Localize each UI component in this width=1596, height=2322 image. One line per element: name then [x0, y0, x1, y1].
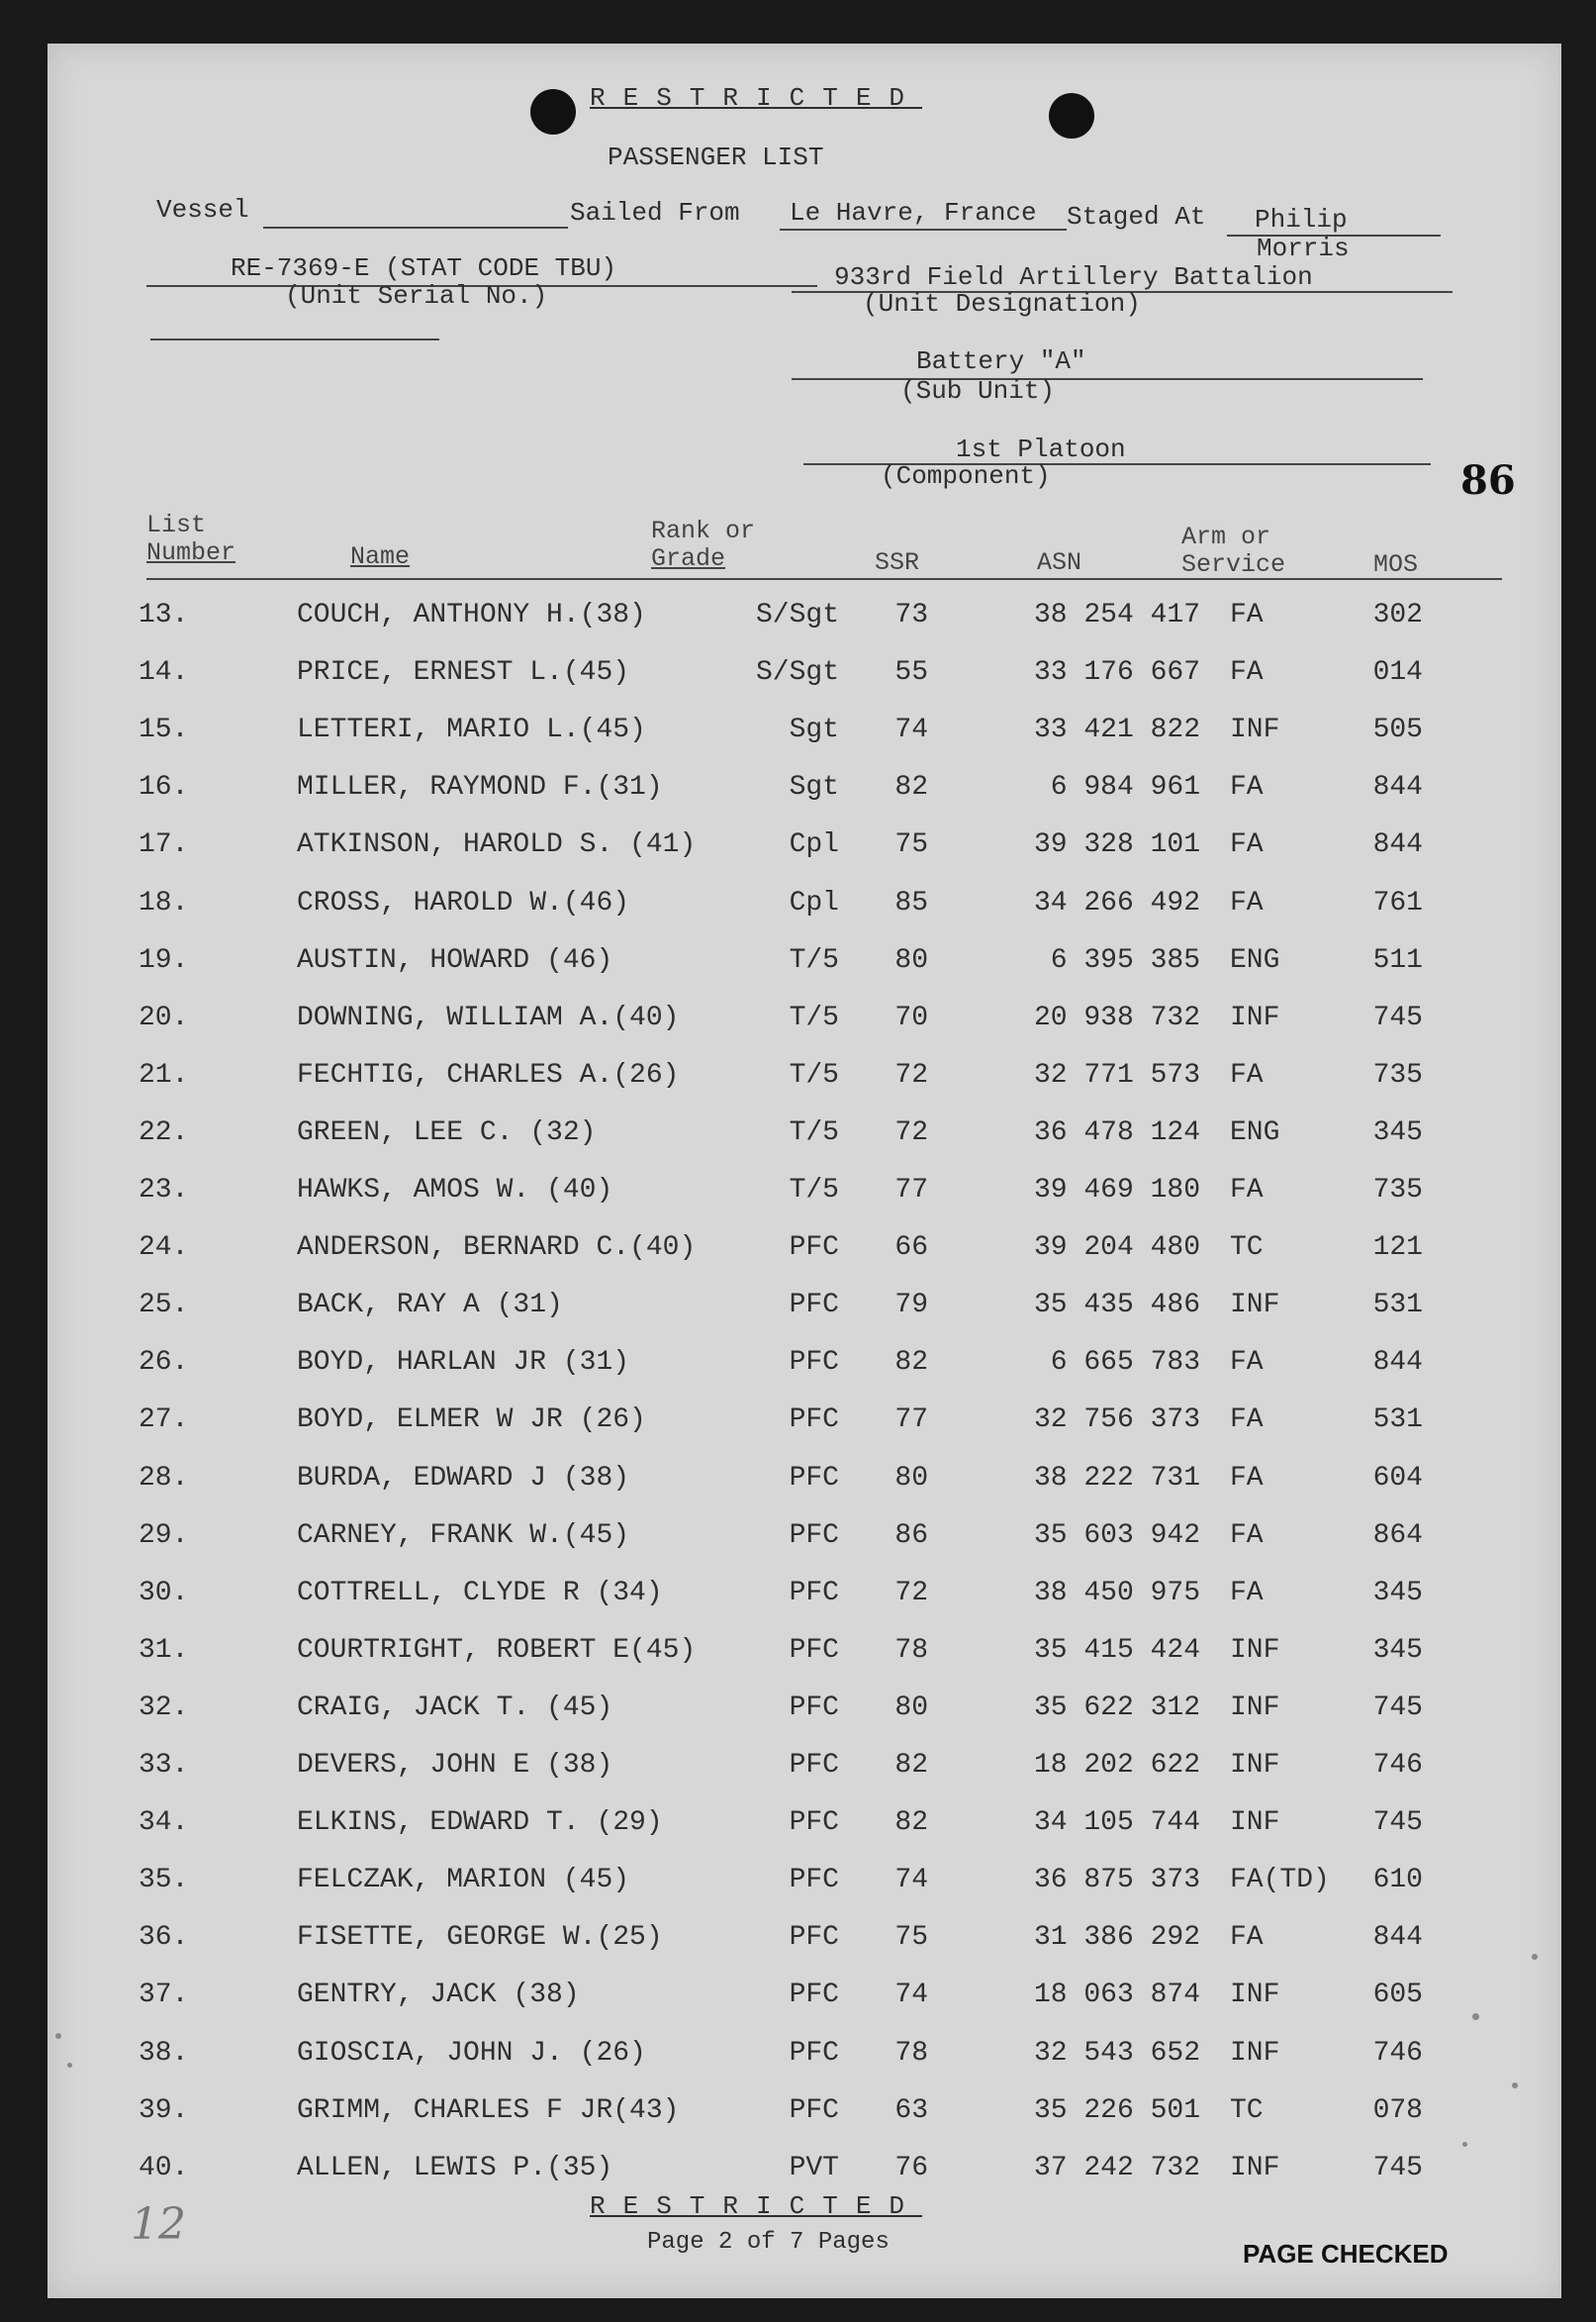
paper-speck	[1532, 1954, 1538, 1960]
row-list-number: 37.	[139, 1980, 189, 2011]
row-grade: PFC	[789, 1347, 839, 1379]
row-grade: T/5	[789, 1002, 839, 1033]
handwritten-mark: 12	[131, 2199, 186, 2250]
row-name: ELKINS, EDWARD T. (29)	[297, 1807, 663, 1839]
row-name: GIOSCIA, JOHN J. (26)	[297, 2037, 646, 2069]
table-row	[47, 1578, 1561, 1629]
table-row	[47, 1750, 1561, 1801]
row-name: AUSTIN, HOWARD (46)	[297, 944, 613, 976]
row-grade: PFC	[789, 1750, 839, 1781]
row-mos: 531	[1372, 1290, 1423, 1321]
row-list-number: 13.	[139, 600, 189, 630]
row-asn: 36 875 373	[1033, 1865, 1200, 1896]
row-name: HAWKS, AMOS W. (40)	[297, 1175, 613, 1206]
row-grade: PFC	[789, 1290, 839, 1321]
row-list-number: 15.	[139, 715, 189, 746]
row-arm-service: INF	[1230, 1692, 1280, 1723]
row-asn: 36 478 124	[1033, 1116, 1200, 1148]
row-ssr: 78	[894, 2037, 928, 2069]
row-name: ALLEN, LEWIS P.(35)	[297, 2152, 613, 2183]
row-mos: 761	[1372, 887, 1423, 919]
row-list-number: 22.	[139, 1116, 189, 1148]
row-mos: 844	[1372, 1922, 1423, 1954]
restricted-header: RESTRICTED	[590, 83, 923, 113]
page-checked-stamp: PAGE CHECKED	[1243, 2239, 1449, 2269]
row-list-number: 14.	[139, 657, 189, 689]
row-name: GRIMM, CHARLES F JR(43)	[297, 2094, 680, 2126]
paper-speck	[1472, 2013, 1479, 2020]
row-asn: 6 395 385	[1050, 944, 1200, 976]
row-grade: PFC	[789, 1404, 839, 1436]
table-row	[47, 1232, 1561, 1284]
row-arm-service: FA	[1230, 1577, 1264, 1608]
row-list-number: 40.	[139, 2152, 189, 2183]
row-ssr: 74	[894, 1865, 928, 1896]
row-ssr: 76	[894, 2152, 928, 2183]
row-asn: 33 421 822	[1033, 715, 1200, 746]
row-arm-service: INF	[1230, 1002, 1280, 1033]
row-list-number: 34.	[139, 1807, 189, 1839]
page-stamp-number: 86	[1460, 457, 1516, 504]
row-list-number: 19.	[139, 944, 189, 976]
staged-at-value: Philip	[1255, 205, 1348, 235]
row-mos: 345	[1372, 1634, 1423, 1666]
row-grade: PFC	[789, 2094, 839, 2126]
row-mos: 745	[1372, 1807, 1423, 1839]
table-row	[47, 1463, 1561, 1514]
row-asn: 35 435 486	[1033, 1290, 1200, 1321]
row-ssr: 82	[894, 772, 928, 804]
col-list-number-line2: Number	[146, 538, 236, 567]
row-mos: 121	[1372, 1232, 1423, 1264]
row-name: COTTRELL, CLYDE R (34)	[297, 1577, 663, 1608]
row-asn: 38 254 417	[1033, 600, 1200, 630]
row-name: DOWNING, WILLIAM A.(40)	[297, 1002, 680, 1033]
header-rule	[146, 578, 1502, 580]
col-arm-line1: Arm or	[1181, 523, 1271, 551]
row-mos: 610	[1372, 1865, 1423, 1896]
table-row	[47, 600, 1561, 651]
row-name: MILLER, RAYMOND F.(31)	[297, 772, 663, 804]
row-list-number: 31.	[139, 1634, 189, 1666]
row-arm-service: FA	[1230, 1347, 1264, 1379]
row-name: ATKINSON, HAROLD S. (41)	[297, 829, 697, 861]
row-asn: 32 771 573	[1033, 1059, 1200, 1091]
row-grade: PFC	[789, 1692, 839, 1723]
row-name: GREEN, LEE C. (32)	[297, 1116, 597, 1148]
row-ssr: 80	[894, 944, 928, 976]
row-arm-service: FA	[1230, 829, 1264, 861]
row-grade: Sgt	[789, 715, 839, 746]
row-asn: 32 756 373	[1033, 1404, 1200, 1436]
row-ssr: 72	[894, 1116, 928, 1148]
row-mos: 302	[1372, 600, 1423, 630]
row-asn: 18 063 874	[1033, 1980, 1200, 2011]
row-asn: 6 665 783	[1050, 1347, 1200, 1379]
row-ssr: 79	[894, 1290, 928, 1321]
row-ssr: 73	[894, 600, 928, 630]
row-ssr: 72	[894, 1577, 928, 1608]
row-grade: PVT	[789, 2152, 839, 2183]
row-mos: 745	[1372, 2152, 1423, 2183]
row-mos: 345	[1372, 1116, 1423, 1148]
row-mos: 604	[1372, 1462, 1423, 1494]
row-list-number: 29.	[139, 1519, 189, 1551]
table-row	[47, 1290, 1561, 1341]
row-name: COURTRIGHT, ROBERT E(45)	[297, 1634, 697, 1666]
row-mos: 511	[1372, 944, 1423, 976]
row-list-number: 27.	[139, 1404, 189, 1436]
row-grade: T/5	[789, 1116, 839, 1148]
paper-speck	[55, 2033, 61, 2039]
restricted-footer: RESTRICTED	[590, 2191, 923, 2221]
row-arm-service: INF	[1230, 1750, 1280, 1781]
row-mos: 864	[1372, 1519, 1423, 1551]
row-asn: 38 222 731	[1033, 1462, 1200, 1494]
staged-at-label: Staged At	[1067, 202, 1206, 232]
row-ssr: 82	[894, 1347, 928, 1379]
table-row	[47, 1980, 1561, 2031]
row-ssr: 80	[894, 1692, 928, 1723]
table-row	[47, 1635, 1561, 1687]
table-row	[47, 1807, 1561, 1859]
row-arm-service: FA(TD)	[1230, 1865, 1330, 1896]
row-ssr: 77	[894, 1404, 928, 1436]
row-grade: PFC	[789, 1519, 839, 1551]
row-grade: PFC	[789, 1807, 839, 1839]
table-row	[47, 2038, 1561, 2089]
row-ssr: 74	[894, 1980, 928, 2011]
row-grade: Cpl	[789, 887, 839, 919]
row-list-number: 30.	[139, 1577, 189, 1608]
row-arm-service: FA	[1230, 1922, 1264, 1954]
row-mos: 844	[1372, 829, 1423, 861]
blank-underline	[150, 339, 439, 340]
row-name: BACK, RAY A (31)	[297, 1290, 563, 1321]
row-mos: 078	[1372, 2094, 1423, 2126]
punch-hole-left	[530, 89, 576, 135]
row-name: FECHTIG, CHARLES A.(26)	[297, 1059, 680, 1091]
row-arm-service: INF	[1230, 1980, 1280, 2011]
row-name: BOYD, HARLAN JR (31)	[297, 1347, 630, 1379]
row-name: BOYD, ELMER W JR (26)	[297, 1404, 646, 1436]
row-mos: 735	[1372, 1175, 1423, 1206]
row-arm-service: FA	[1230, 600, 1264, 630]
table-row	[47, 1175, 1561, 1226]
col-list-number-line1: List	[146, 511, 207, 539]
row-asn: 37 242 732	[1033, 2152, 1200, 2183]
sub-unit-caption: (Sub Unit)	[900, 376, 1056, 406]
row-list-number: 36.	[139, 1922, 189, 1954]
row-mos: 531	[1372, 1404, 1423, 1436]
row-arm-service: FA	[1230, 887, 1264, 919]
row-grade: T/5	[789, 944, 839, 976]
row-name: GENTRY, JACK (38)	[297, 1980, 580, 2011]
row-list-number: 16.	[139, 772, 189, 804]
row-arm-service: FA	[1230, 1175, 1264, 1206]
row-mos: 844	[1372, 772, 1423, 804]
row-asn: 18 202 622	[1033, 1750, 1200, 1781]
table-row	[47, 772, 1561, 823]
col-grade-line1: Rank or	[651, 517, 756, 545]
row-list-number: 25.	[139, 1290, 189, 1321]
row-arm-service: INF	[1230, 1807, 1280, 1839]
page-count: Page 2 of 7 Pages	[647, 2229, 890, 2256]
row-grade: PFC	[789, 1232, 839, 1264]
row-arm-service: FA	[1230, 1059, 1264, 1091]
row-mos: 345	[1372, 1577, 1423, 1608]
row-asn: 6 984 961	[1050, 772, 1200, 804]
component-caption: (Component)	[881, 461, 1051, 491]
row-asn: 39 328 101	[1033, 829, 1200, 861]
unit-designation-caption: (Unit Designation)	[863, 289, 1141, 319]
row-list-number: 28.	[139, 1462, 189, 1494]
unit-serial-caption: (Unit Serial No.)	[285, 281, 548, 311]
col-ssr: SSR	[875, 548, 920, 577]
row-list-number: 20.	[139, 1002, 189, 1033]
row-arm-service: TC	[1230, 2094, 1264, 2126]
table-row	[47, 1520, 1561, 1572]
row-list-number: 24.	[139, 1232, 189, 1264]
row-grade: PFC	[789, 1634, 839, 1666]
row-grade: PFC	[789, 1980, 839, 2011]
row-ssr: 82	[894, 1807, 928, 1839]
row-asn: 35 603 942	[1033, 1519, 1200, 1551]
row-grade: S/Sgt	[755, 657, 839, 689]
table-row	[47, 1003, 1561, 1054]
table-row	[47, 1404, 1561, 1456]
row-name: CRAIG, JACK T. (45)	[297, 1692, 613, 1723]
table-row	[47, 945, 1561, 997]
row-mos: 746	[1372, 1750, 1423, 1781]
document-subtitle: PASSENGER LIST	[608, 143, 824, 172]
paper-speck	[1512, 2082, 1518, 2088]
row-ssr: 74	[894, 715, 928, 746]
row-name: CROSS, HAROLD W.(46)	[297, 887, 630, 919]
row-asn: 32 543 652	[1033, 2037, 1200, 2069]
row-name: COUCH, ANTHONY H.(38)	[297, 600, 646, 630]
component-value: 1st Platoon	[956, 435, 1126, 464]
table-row	[47, 1117, 1561, 1169]
row-arm-service: INF	[1230, 1634, 1280, 1666]
row-mos: 746	[1372, 2037, 1423, 2069]
paper-speck	[67, 2063, 72, 2068]
row-list-number: 35.	[139, 1865, 189, 1896]
col-arm-line2: Service	[1181, 550, 1286, 579]
table-row	[47, 1347, 1561, 1399]
sailed-from-underline	[780, 229, 1067, 231]
row-asn: 33 176 667	[1033, 657, 1200, 689]
row-arm-service: FA	[1230, 1519, 1264, 1551]
col-name: Name	[350, 542, 411, 571]
row-name: LETTERI, MARIO L.(45)	[297, 715, 646, 746]
row-asn: 39 469 180	[1033, 1175, 1200, 1206]
row-list-number: 23.	[139, 1175, 189, 1206]
row-ssr: 80	[894, 1462, 928, 1494]
row-mos: 735	[1372, 1059, 1423, 1091]
row-mos: 745	[1372, 1692, 1423, 1723]
row-list-number: 17.	[139, 829, 189, 861]
row-ssr: 70	[894, 1002, 928, 1033]
row-list-number: 33.	[139, 1750, 189, 1781]
row-ssr: 78	[894, 1634, 928, 1666]
row-arm-service: FA	[1230, 772, 1264, 804]
table-row	[47, 2095, 1561, 2147]
row-grade: Cpl	[789, 829, 839, 861]
row-name: DEVERS, JOHN E (38)	[297, 1750, 613, 1781]
row-mos: 014	[1372, 657, 1423, 689]
punch-hole-right	[1049, 93, 1094, 139]
row-mos: 505	[1372, 715, 1423, 746]
row-arm-service: FA	[1230, 1462, 1264, 1494]
row-grade: T/5	[789, 1175, 839, 1206]
sub-unit-value: Battery "A"	[916, 346, 1086, 376]
row-grade: PFC	[789, 1577, 839, 1608]
row-list-number: 18.	[139, 887, 189, 919]
row-ssr: 72	[894, 1059, 928, 1091]
row-grade: PFC	[789, 1922, 839, 1954]
row-asn: 35 415 424	[1033, 1634, 1200, 1666]
unit-designation-value: 933rd Field Artillery Battalion	[834, 262, 1313, 292]
row-name: CARNEY, FRANK W.(45)	[297, 1519, 630, 1551]
row-name: FELCZAK, MARION (45)	[297, 1865, 630, 1896]
row-arm-service: INF	[1230, 2037, 1280, 2069]
table-row	[47, 1060, 1561, 1112]
row-mos: 605	[1372, 1980, 1423, 2011]
vessel-underline	[263, 227, 568, 229]
row-arm-service: INF	[1230, 1290, 1280, 1321]
row-list-number: 39.	[139, 2094, 189, 2126]
row-name: ANDERSON, BERNARD C.(40)	[297, 1232, 697, 1264]
row-asn: 31 386 292	[1033, 1922, 1200, 1954]
table-row	[47, 888, 1561, 939]
row-grade: PFC	[789, 1462, 839, 1494]
row-mos: 745	[1372, 1002, 1423, 1033]
table-row	[47, 1693, 1561, 1744]
row-ssr: 85	[894, 887, 928, 919]
table-row	[47, 1865, 1561, 1916]
table-row	[47, 1922, 1561, 1974]
row-asn: 38 450 975	[1033, 1577, 1200, 1608]
row-list-number: 26.	[139, 1347, 189, 1379]
row-asn: 35 622 312	[1033, 1692, 1200, 1723]
sailed-from-label: Sailed From	[570, 198, 740, 228]
row-ssr: 66	[894, 1232, 928, 1264]
row-ssr: 86	[894, 1519, 928, 1551]
row-grade: T/5	[789, 1059, 839, 1091]
table-row	[47, 715, 1561, 766]
row-name: PRICE, ERNEST L.(45)	[297, 657, 630, 689]
vessel-label: Vessel	[156, 195, 249, 225]
row-arm-service: INF	[1230, 715, 1280, 746]
col-mos: MOS	[1373, 550, 1419, 579]
row-arm-service: TC	[1230, 1232, 1264, 1264]
row-arm-service: FA	[1230, 657, 1264, 689]
row-grade: S/Sgt	[755, 600, 839, 630]
row-ssr: 63	[894, 2094, 928, 2126]
row-ssr: 55	[894, 657, 928, 689]
paper-speck	[1462, 2142, 1467, 2147]
row-list-number: 38.	[139, 2037, 189, 2069]
staged-at-value-2: Morris	[1257, 234, 1350, 263]
row-list-number: 21.	[139, 1059, 189, 1091]
row-asn: 34 105 744	[1033, 1807, 1200, 1839]
row-list-number: 32.	[139, 1692, 189, 1723]
row-arm-service: ENG	[1230, 944, 1280, 976]
row-grade: PFC	[789, 2037, 839, 2069]
unit-serial-value: RE-7369-E (STAT CODE TBU)	[231, 253, 617, 283]
col-grade-line2: Grade	[651, 544, 726, 573]
row-asn: 34 266 492	[1033, 887, 1200, 919]
sailed-from-value: Le Havre, France	[790, 198, 1037, 228]
row-asn: 39 204 480	[1033, 1232, 1200, 1264]
row-arm-service: FA	[1230, 1404, 1264, 1436]
row-grade: PFC	[789, 1865, 839, 1896]
row-asn: 35 226 501	[1033, 2094, 1200, 2126]
row-arm-service: ENG	[1230, 1116, 1280, 1148]
table-row	[47, 657, 1561, 709]
row-arm-service: INF	[1230, 2152, 1280, 2183]
row-ssr: 77	[894, 1175, 928, 1206]
document-page	[47, 44, 1561, 2298]
row-mos: 844	[1372, 1347, 1423, 1379]
row-asn: 20 938 732	[1033, 1002, 1200, 1033]
row-name: BURDA, EDWARD J (38)	[297, 1462, 630, 1494]
col-asn: ASN	[1037, 548, 1082, 577]
row-grade: Sgt	[789, 772, 839, 804]
row-ssr: 75	[894, 1922, 928, 1954]
row-ssr: 75	[894, 829, 928, 861]
row-ssr: 82	[894, 1750, 928, 1781]
row-name: FISETTE, GEORGE W.(25)	[297, 1922, 663, 1954]
table-row	[47, 829, 1561, 881]
sub-unit-underline	[792, 378, 1423, 380]
